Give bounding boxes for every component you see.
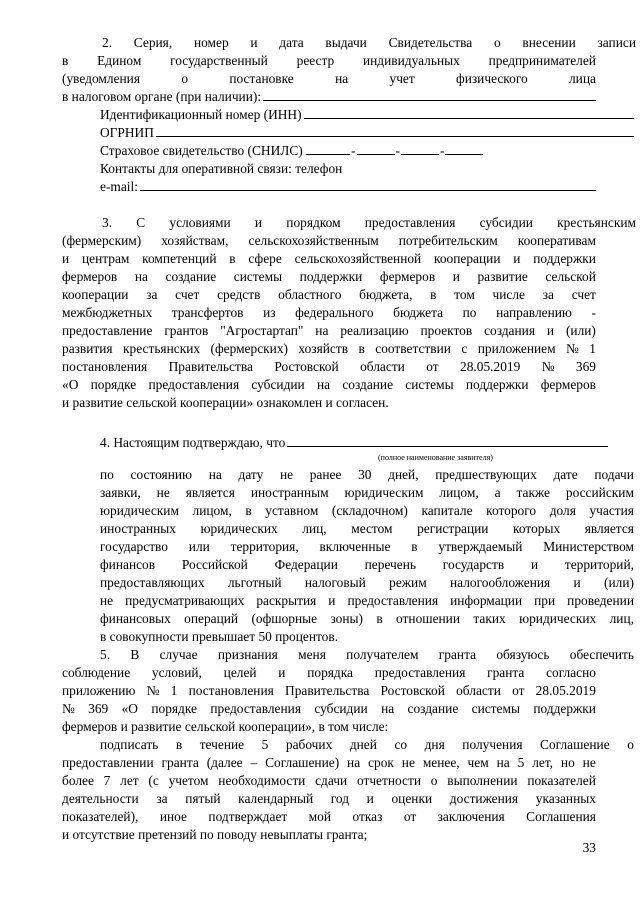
p4-line-7: предоставляющих льготный налоговый режим налогообложения и (или): [100, 575, 634, 590]
p3-line-9: постановления Правительства Ростовской области от 28.05.2019 № 369: [62, 359, 596, 374]
p2-line-3: (уведомления о постановке на учет физического лица: [62, 71, 596, 86]
snils-field-4[interactable]: [445, 142, 483, 155]
p4-line-3: юридическим лицом, в уставном (складочном) капитале которого доля участия: [100, 503, 634, 518]
snils-field-1[interactable]: [306, 142, 350, 155]
p3-line-3: и центрам компетенций в сфере сельскохозяйственной кооперации и поддержки: [62, 251, 596, 266]
snils-label: Страховое свидетельство (СНИЛС): [100, 143, 303, 158]
p5-line-9: деятельности за пятый календарный год и оценки достижения указанных: [62, 791, 596, 806]
p3-line-2: (фермерским) хозяйствам, сельскохозяйственным потребительским кооперативам: [62, 233, 596, 248]
p5-line-6: подписать в течение 5 рабочих дней со дня получения Соглашение о: [100, 737, 634, 752]
p5-line-7: предоставлении гранта (далее – Соглашение) на срок не менее, чем на 5 лет, но не: [62, 755, 596, 770]
p3-line-8: развития крестьянских (фермерских) хозяйств в соответствии с приложением № 1: [62, 341, 596, 356]
p5-line-11: и отсутствие претензий по поводу невыплаты гранта;: [62, 827, 368, 842]
p5-line-2: соблюдение условий, целей и порядка предоставления гранта согласно: [62, 665, 596, 680]
p4-line-6: финансов Российской Федерации перечень государств и территорий,: [100, 557, 634, 572]
p5-line-8: более 7 лет (с учетом необходимости сдачи отчетности о выполнении показателей: [62, 773, 596, 788]
ogrnip-row: [62, 124, 634, 141]
p5-line-4: № 369 «О порядке предоставления субсидии на создание системы поддержки: [62, 701, 596, 716]
p3-line-6: межбюджетных трансфертов из федерального бюджета по направлению -: [62, 305, 596, 320]
p2-line-4: в налоговом органе (при наличии):: [62, 88, 596, 105]
p4-lead-row: 4. Настоящим подтверждаю, что: [62, 434, 634, 451]
p5-line-1: 5. В случае признания меня получателем гранта обязуюсь обеспечить: [100, 647, 634, 662]
email-label: e-mail:: [100, 179, 138, 194]
contacts-row: [62, 160, 634, 177]
snils-field-2[interactable]: [357, 142, 395, 155]
p2-line-1: 2. Серия, номер и дата выдачи Свидетельства о внесении записи: [102, 35, 636, 50]
p3-line-7: предоставление грантов "Агростартап" на реализацию проектов создания и (или): [62, 323, 596, 338]
p4-line-1: по состоянию на дату не ранее 30 дней, предшествующих дате подачи: [100, 467, 634, 482]
page-number: 33: [582, 840, 596, 855]
snils-field-3[interactable]: [401, 142, 439, 155]
ogrnip-field[interactable]: [156, 124, 634, 137]
p3-line-1: 3. С условиями и порядком предоставления субсидии крестьянским: [102, 215, 636, 230]
p5-line-3: приложению № 1 постановления Правительства Ростовской области от 28.05.2019: [62, 683, 596, 698]
p4-line-2: заявки, не является иностранным юридическим лицом, а также российским: [100, 485, 634, 500]
p4-line-4: иностранных юридических лиц, местом регистрации которых является: [100, 521, 634, 536]
p5-line-5: фермеров и развитие сельской кооперации», в том числе:: [62, 719, 389, 734]
p2-line-2: в Едином государственный реестр индивидуальных предпринимателей: [62, 53, 596, 68]
applicant-name-field[interactable]: [287, 434, 608, 447]
p5-line-10: показателей), иное подтверждает мой отказ от заключения Соглашения: [62, 809, 596, 824]
registry-record-blank[interactable]: [263, 88, 596, 101]
ogrnip-label: ОГРНИП: [100, 125, 154, 140]
p4-line-9: финансовых операций (офшорные зоны) в отношении таких юридических лиц,: [100, 611, 634, 626]
inn-row: [62, 106, 634, 123]
p3-line-4: фермеров на создание системы поддержки фермеров и развитие сельской: [62, 269, 596, 284]
email-row: [62, 178, 596, 195]
p4-line-10: в совокупности превышает 50 процентов.: [100, 629, 339, 644]
inn-field[interactable]: [304, 106, 634, 119]
p3-line-10: «О порядке предоставления субсидии на создание системы поддержки фермеров: [62, 377, 596, 392]
applicant-name-hint: (полное наименование заявителя): [378, 453, 493, 462]
p4-line-5: государство или территория, включенные в утверждаемый Министерством: [100, 539, 634, 554]
p3-line-5: кооперации за счет средств областного бюджета, в том числе за счет: [62, 287, 596, 302]
email-field[interactable]: [140, 178, 596, 191]
inn-label: Идентификационный номер (ИНН): [100, 107, 302, 122]
contacts-label: Контакты для оперативной связи: телефон: [100, 161, 343, 176]
snils-row: Страховое свидетельство (СНИЛС) - - -: [62, 142, 634, 159]
p3-line-11: и развитие сельской кооперации» ознакомлен и согласен.: [62, 395, 389, 410]
p4-line-8: не предусматривающих раскрытия и предоставления информации при проведении: [100, 593, 634, 608]
